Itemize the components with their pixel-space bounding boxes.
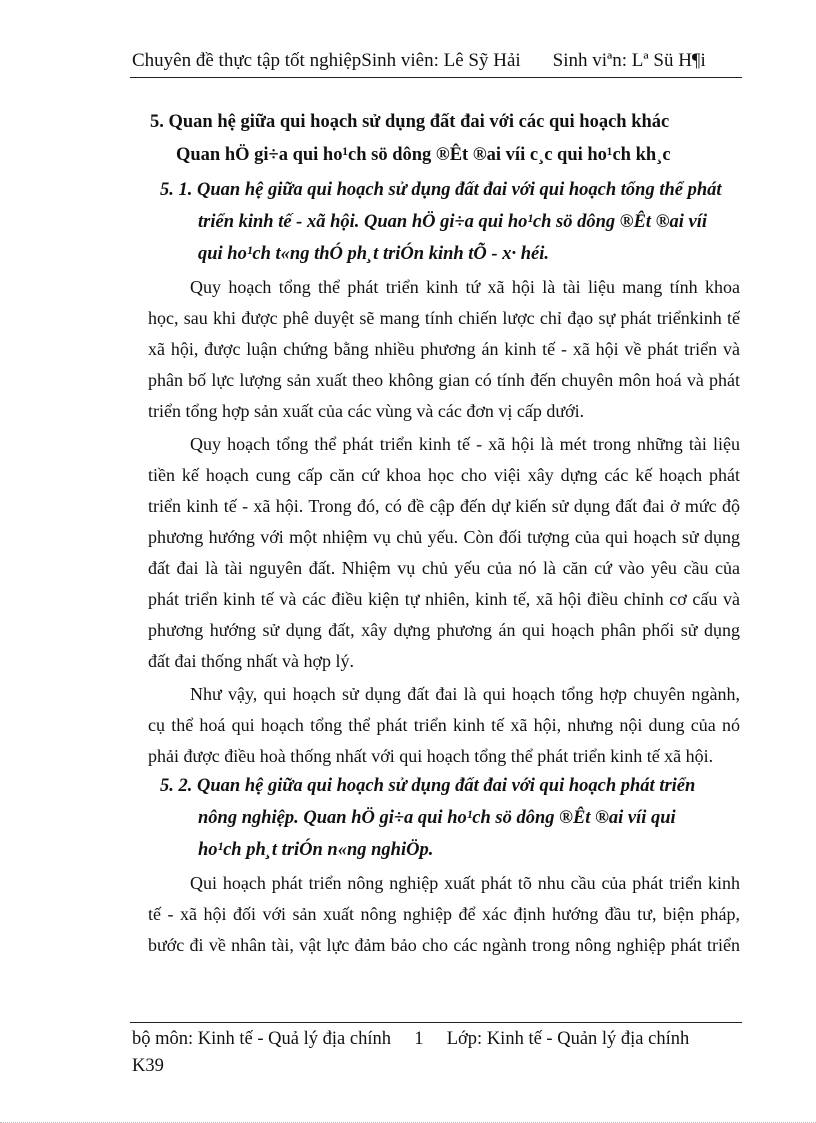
section-5-title: 5. Quan hệ giữa qui hoạch sử dụng đất đai với các qui hoạch khác xyxy=(150,112,670,132)
header-rule xyxy=(130,77,742,78)
paragraph-4-line: tế - xã hội đối với sản xuất nông nghiệp để xác định hướng đầu tư, biện pháp, xyxy=(148,904,740,924)
page-footer xyxy=(132,1029,740,1050)
paragraph-2-line: phát triển kinh tế và các điều kiện tự nhiên, kinh tế, xã hội điều chỉnh cơ cấu và xyxy=(148,589,740,609)
header-left: Chuyên đề thực tập tốt nghiệpSinh viên: Lê Sỹ Hải xyxy=(132,50,521,71)
paragraph-3-line: Như vậy, qui hoạch sử dụng đất đai là qui hoạch tổng hợp chuyên ngành, xyxy=(190,684,740,704)
page-header xyxy=(132,50,740,72)
paragraph-2-line: Quy hoạch tổng thể phát triển kinh tế - xã hội là mét trong những tài liệu xyxy=(190,434,740,454)
paragraph-2-line: đất đai thống nhất và hợp lý. xyxy=(148,651,354,671)
section-5-1-heading-line3: qui ho¹ch t«ng thÓ ph¸t triÓn kinh tÕ - x· héi. xyxy=(198,244,549,264)
paragraph-4-line: bước đi về nhân tài, vật lực đảm bảo cho các ngành trong nông nghiệp phát triển xyxy=(148,935,740,955)
paragraph-1-line: Quy hoạch tổng thể phát triển kinh tứ xã hội là tài liệu mang tính khoa xyxy=(190,277,740,297)
paragraph-2-line: triển kinh tế - xã hội. Trong đó, có đề cập đến dự kiến sử dụng đất đai ở mức độ xyxy=(148,496,740,516)
section-5-1-heading-line2: triển kinh tế - xã hội. Quan hÖ gi÷a qui ho¹ch sö dông ®Êt ®ai víi xyxy=(198,212,708,232)
paragraph-2-line: phương hướng sử dụng đất, xây dựng phương án qui hoạch phân phối sử dụng xyxy=(148,620,740,640)
section-5-title-legacy: Quan hÖ gi÷a qui ho¹ch sö dông ®Êt ®ai víi c¸c qui ho¹ch kh¸c xyxy=(176,145,671,165)
header-right: Sinh viªn: Lª Sü H¶i xyxy=(552,50,706,71)
footer-class-code: K39 xyxy=(132,1056,164,1076)
paragraph-1-line: học, sau khi được phê duyệt sẽ mang tính chiến lược chỉ đạo sự phát triểnkinh tế xyxy=(148,308,740,328)
page-number: 1 xyxy=(414,1029,424,1049)
paragraph-3-line: phải được điều hoà thống nhất với qui hoạch tổng thể phát triển kinh tế xã hội. xyxy=(148,746,714,766)
footer-rule xyxy=(130,1022,742,1023)
paragraph-1-line: triển tổng hợp sản xuất của các vùng và các đơn vị cấp dưới. xyxy=(148,401,585,421)
paragraph-1-line: phân bố lực lượng sản xuất theo không gian có tính đến chuyên môn hoá và phát xyxy=(148,370,740,390)
paragraph-1-line: xã hội, được luận chứng bằng nhiều phương án kinh tế - xã hội về phát triển và xyxy=(148,339,740,359)
paragraph-4-line: Qui hoạch phát triển nông nghiệp xuất phát tõ nhu cầu của phát triển kinh xyxy=(190,873,740,893)
paragraph-3-line: cụ thể hoá qui hoạch tổng thể phát triển kinh tế xã hội, nhưng nội dung của nó xyxy=(148,715,740,735)
paragraph-2-line: tiền kế hoạch cung cấp căn cứ khoa học cho việi xây dựng các kế hoạch phát xyxy=(148,465,740,485)
footer-department: bộ môn: Kinh tế - Quả lý địa chính xyxy=(132,1029,391,1049)
section-5-2-heading-line1: 5. 2. Quan hệ giữa qui hoạch sử dụng đất đai với qui hoạch phát triển xyxy=(160,776,696,796)
footer-class: Lớp: Kinh tế - Quản lý địa chính xyxy=(446,1029,690,1049)
section-5-1-heading-line1: 5. 1. Quan hệ giữa qui hoạch sử dụng đất đai với qui hoạch tổng thể phát xyxy=(160,180,722,200)
section-5-2-heading-line3: ho¹ch ph¸t triÓn n«ng nghiÖp. xyxy=(198,840,434,860)
paragraph-2-line: phương hướng với một nhiệm vụ chủ yếu. Còn đối tượng của qui hoạch sử dụng xyxy=(148,527,740,547)
paragraph-2-line: đất đai là tài nguyên đất. Nhiệm vụ chủ yếu của nó là căn cứ vào yêu cầu của xyxy=(148,558,740,578)
section-5-2-heading-line2: nông nghiệp. Quan hÖ gi÷a qui ho¹ch sö dông ®Êt ®ai víi qui xyxy=(198,808,676,828)
